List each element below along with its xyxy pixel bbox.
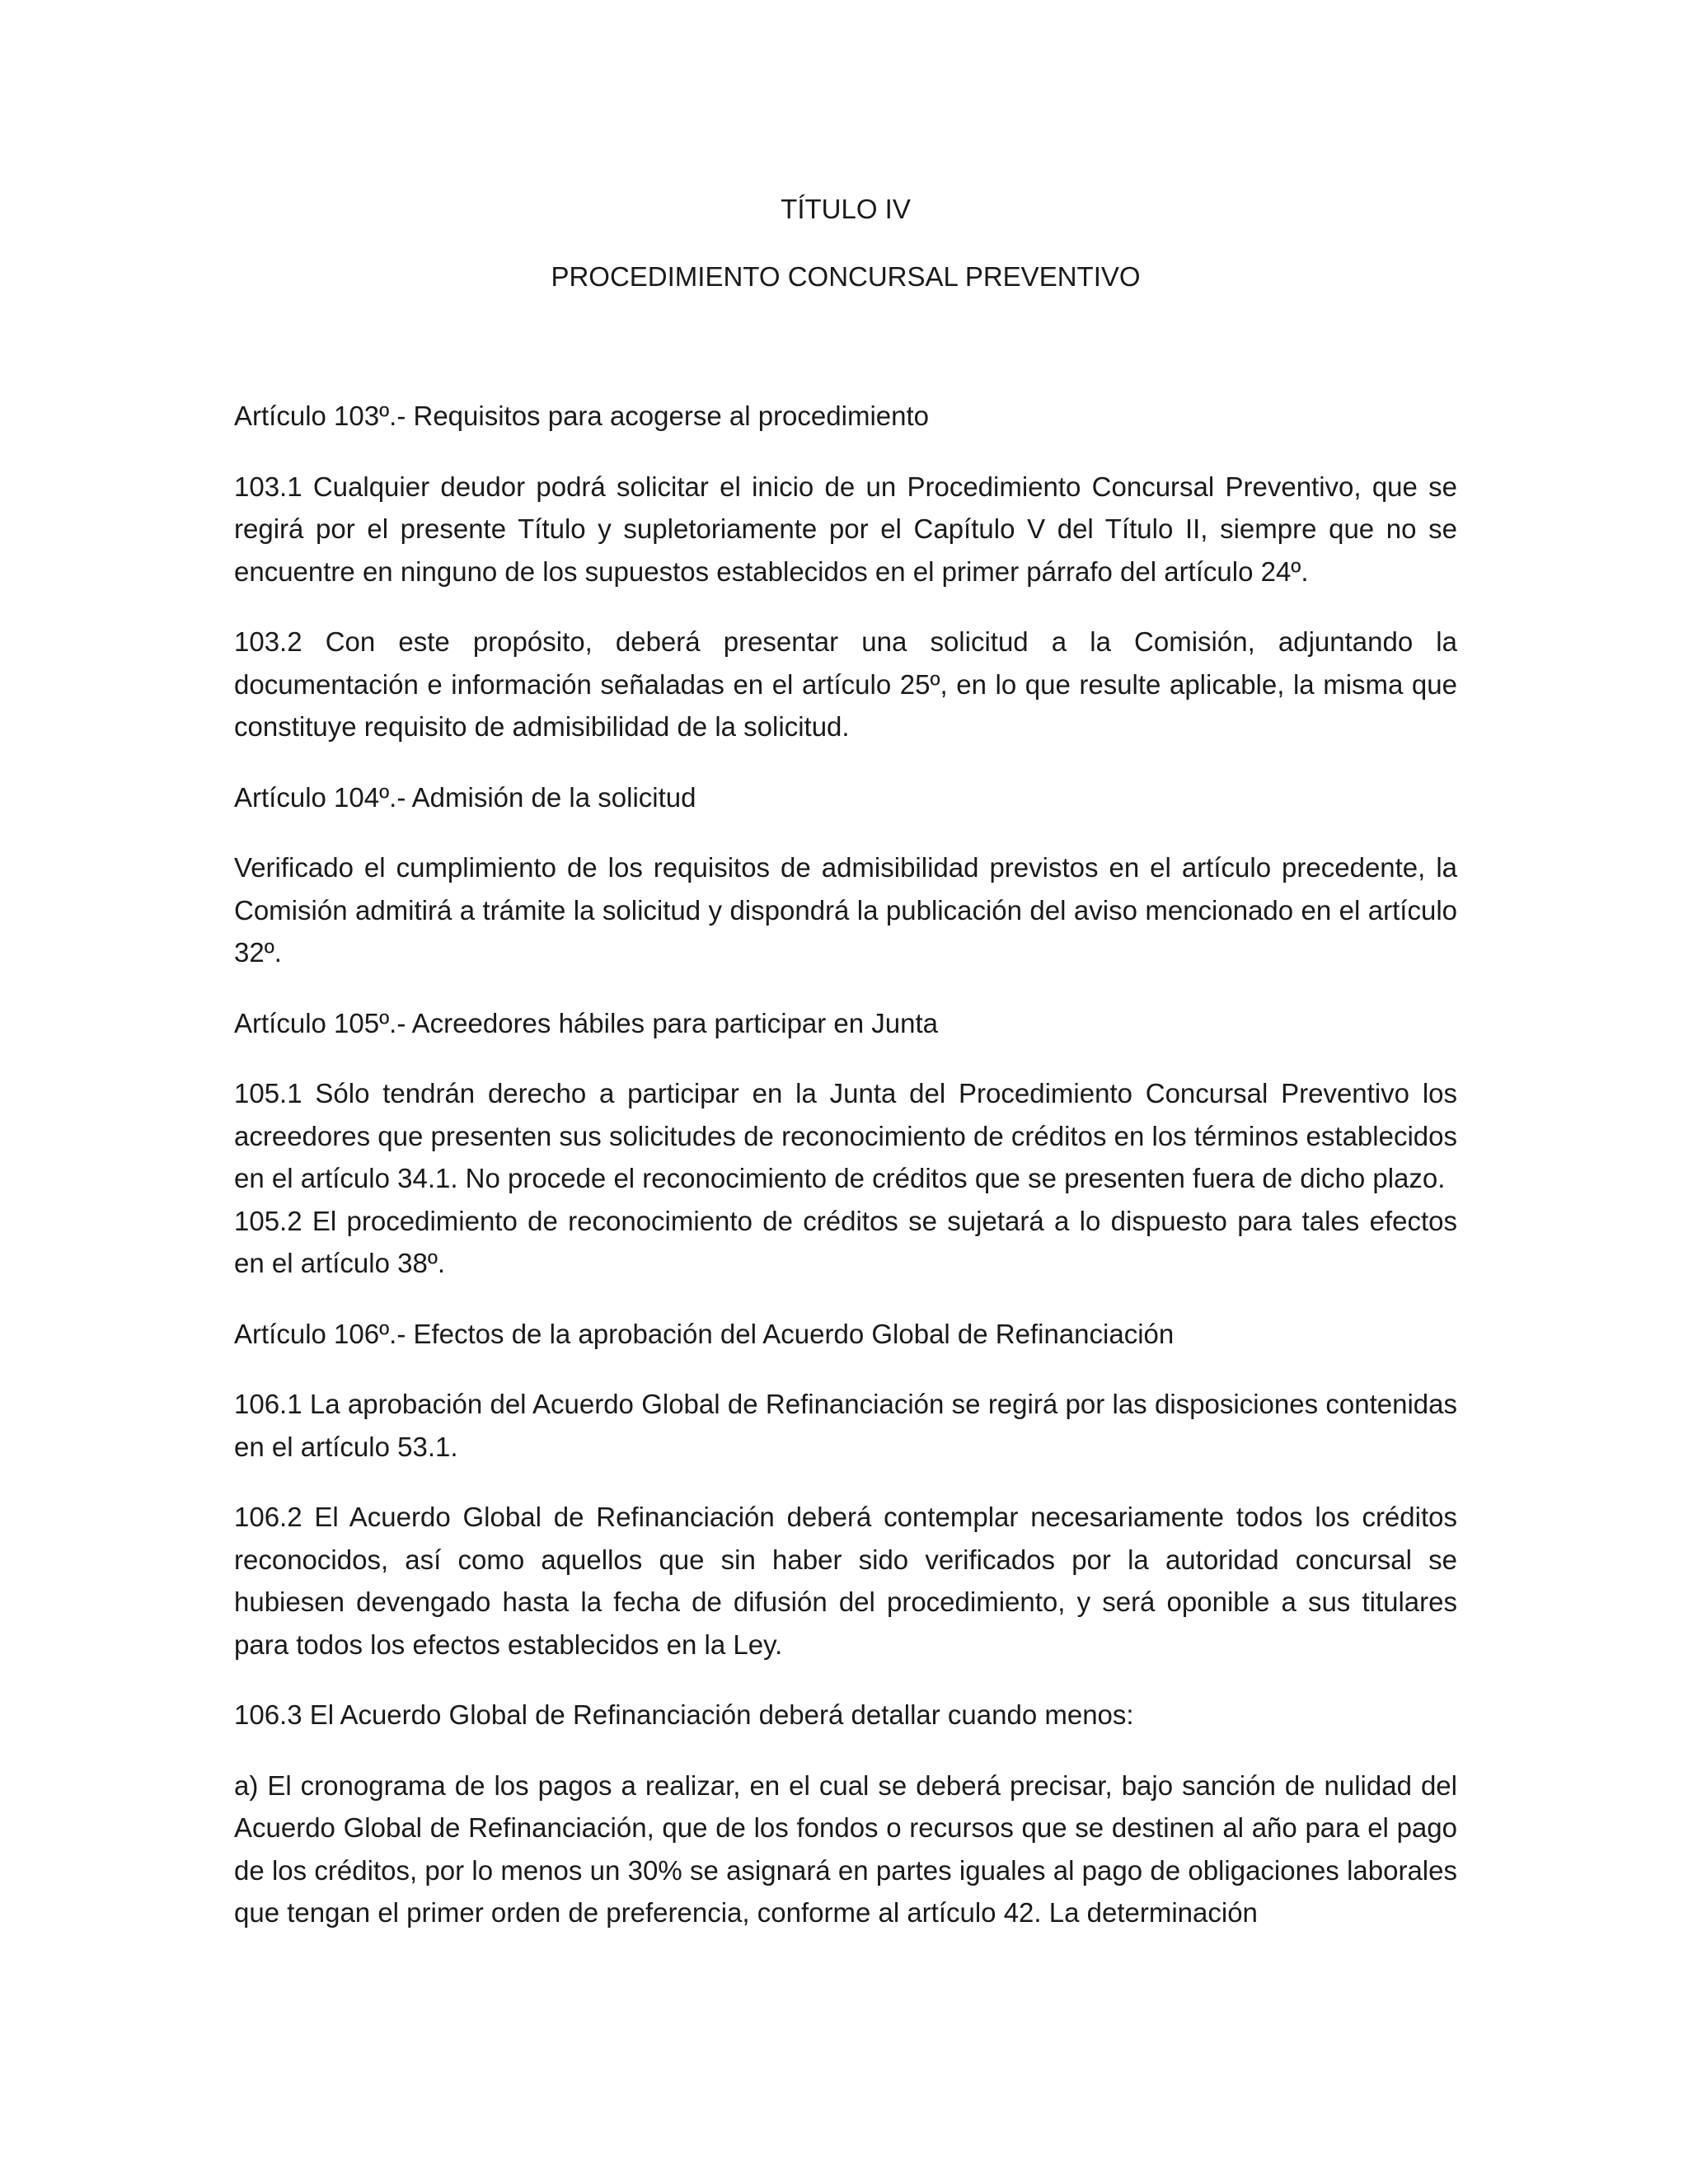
document-subtitle: PROCEDIMIENTO CONCURSAL PREVENTIVO	[551, 260, 1141, 292]
paragraph-106-3-a: a) El cronograma de los pagos a realizar, en el cual se deberá precisar, bajo sanción de nulidad del Acuerdo Global de Refinanciación, que de los fondos o recursos que se destinen al año para el pago de los créditos, por lo menos un 30% se asignará en partes iguales al pago de obligaciones laborales que tengan el primer orden de preferencia, conforme al artículo 42. La determinación	[234, 1769, 1457, 1928]
document-body	[234, 188, 1457, 1934]
paragraph-106-2: 106.2 El Acuerdo Global de Refinanciación deberá contemplar necesariamente todos los créditos reconocidos, así como aquellos que sin haber sido verificados por la autoridad concursal se hubiesen devengado hasta la fecha de difusión del procedimiento, y será oponible a sus titulares para todos los efectos establecidos en la Ley.	[234, 1502, 1457, 1660]
paragraph-103-1: 103.1 Cualquier deudor podrá solicitar el inicio de un Procedimiento Concursal Preventivo, que se regirá por el presente Título y supletoriamente por el Capítulo V del Título II, siempre que no se encuentre en ninguno de los supuestos establecidos en el primer párrafo del artículo 24º.	[234, 471, 1457, 587]
document-title: TÍTULO IV	[781, 194, 911, 224]
paragraph-103-2: 103.2 Con este propósito, deberá presentar una solicitud a la Comisión, adjuntando la documentación e información señaladas en el artículo 25º, en lo que resulte aplicable, la misma que constituye requisito de admisibilidad de la solicitud.	[234, 626, 1457, 742]
article-103-heading: Artículo 103º.- Requisitos para acogerse al procedimiento	[234, 401, 929, 431]
article-105-heading: Artículo 105º.- Acreedores hábiles para participar en Junta	[234, 1007, 939, 1038]
paragraph-105-1: 105.1 Sólo tendrán derecho a participar en la Junta del Procedimiento Concursal Preventivo los acreedores que presenten sus solicitudes de reconocimiento de créditos en los términos establecidos en el artículo 34.1. No procede el reconocimiento de créditos que se presenten fuera de dicho plazo.	[234, 1078, 1458, 1193]
article-106-heading: Artículo 106º.- Efectos de la aprobación del Acuerdo Global de Refinanciación	[234, 1318, 1175, 1349]
paragraph-104: Verificado el cumplimiento de los requisitos de admisibilidad previstos en el artículo precedente, la Comisión admitirá a trámite la solicitud y dispondrá la publicación del aviso mencionado en el artículo 32º.	[234, 852, 1457, 968]
article-104-heading: Artículo 104º.- Admisión de la solicitud	[234, 781, 696, 813]
paragraph-105-2: 105.2 El procedimiento de reconocimiento de créditos se sujetará a lo dispuesto para tales efectos en el artículo 38º.	[234, 1205, 1457, 1278]
paragraph-106-1: 106.1 La aprobación del Acuerdo Global de Refinanciación se regirá por las disposiciones contenidas en el artículo 53.1.	[234, 1389, 1457, 1462]
paragraph-106-3: 106.3 El Acuerdo Global de Refinanciación deberá detallar cuando menos:	[234, 1699, 1134, 1730]
